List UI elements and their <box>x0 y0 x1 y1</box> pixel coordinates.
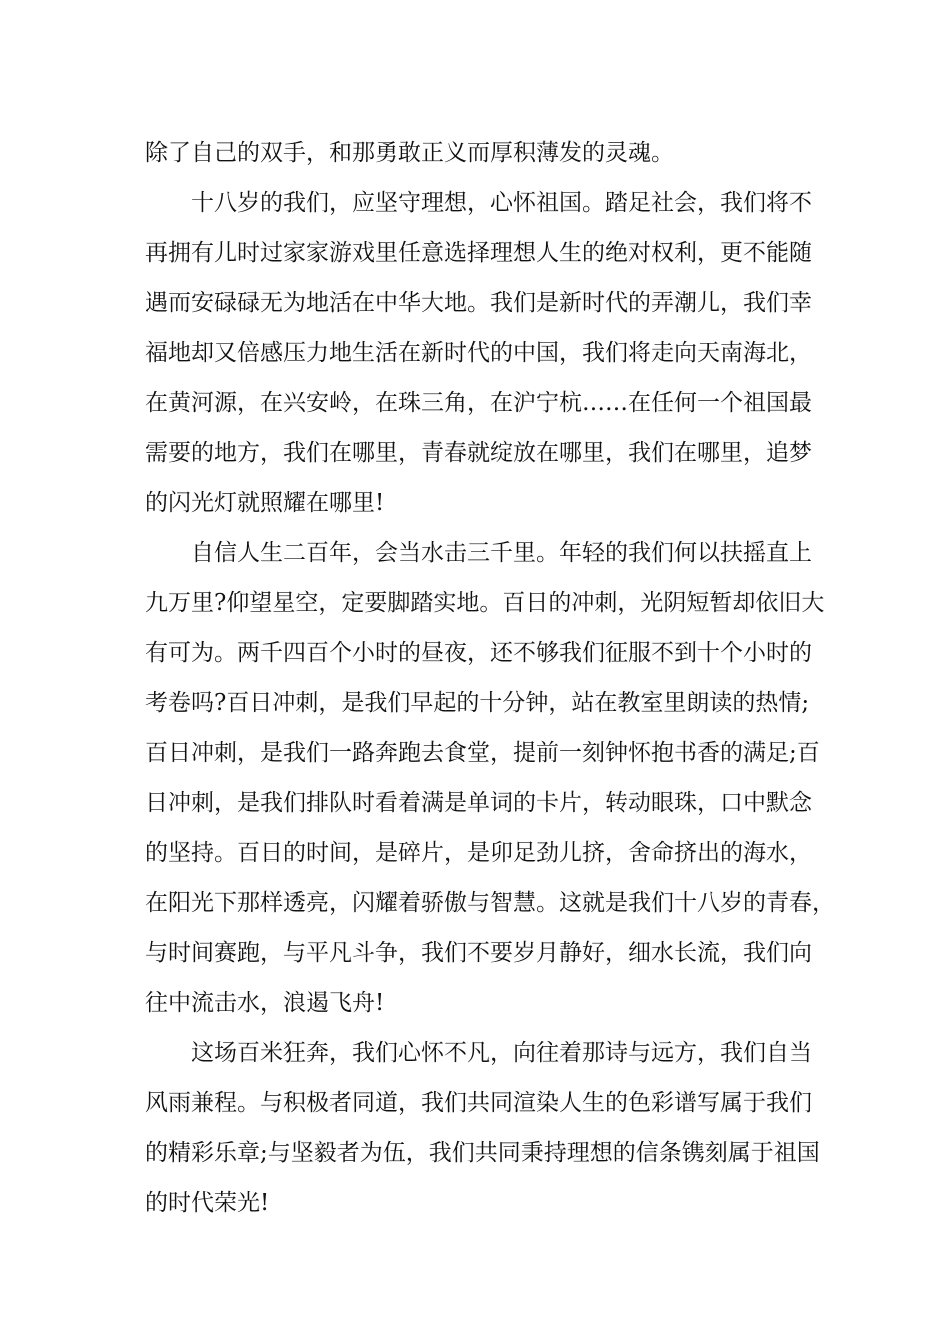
text-line: 再拥有儿时过家家游戏里任意选择理想人生的绝对权利，更不能随 <box>145 240 812 266</box>
text-line: 福地却又倍感压力地生活在新时代的中国，我们将走向天南海北， <box>145 340 812 366</box>
text-line: 的精彩乐章;与坚毅者为伍，我们共同秉持理想的信条镌刻属于祖国 <box>145 1140 820 1166</box>
text-line: 的坚持。百日的时间，是碎片，是卯足劲儿挤，舍命挤出的海水， <box>145 840 812 866</box>
paragraph-first-line: 这场百米狂奔，我们心怀不凡，向往着那诗与远方，我们自当 <box>191 1040 812 1066</box>
paragraph-first-line: 十八岁的我们，应坚守理想，心怀祖国。踏足社会，我们将不 <box>191 190 812 216</box>
text-line: 除了自己的双手，和那勇敢正义而厚积薄发的灵魂。 <box>145 140 674 166</box>
paragraph-first-line: 自信人生二百年，会当水击三千里。年轻的我们何以扶摇直上 <box>191 540 812 566</box>
text-line: 有可为。两千四百个小时的昼夜，还不够我们征服不到十个小时的 <box>145 640 812 666</box>
text-line: 遇而安碌碌无为地活在中华大地。我们是新时代的弄潮儿，我们幸 <box>145 290 812 316</box>
text-line: 的时代荣光! <box>145 1190 270 1216</box>
text-line: 在黄河源，在兴安岭，在珠三角，在沪宁杭……在任何一个祖国最 <box>145 390 812 416</box>
text-line: 的闪光灯就照耀在哪里! <box>145 490 385 516</box>
text-line: 往中流击水，浪遏飞舟! <box>145 990 385 1016</box>
document-body <box>145 128 835 1228</box>
text-line: 与时间赛跑，与平凡斗争，我们不要岁月静好，细水长流，我们向 <box>145 940 812 966</box>
text-line: 考卷吗?百日冲刺，是我们早起的十分钟，站在教室里朗读的热情; <box>145 690 810 716</box>
text-line: 风雨兼程。与积极者同道，我们共同渲染人生的色彩谱写属于我们 <box>145 1090 812 1116</box>
text-line: 在阳光下那样透亮，闪耀着骄傲与智慧。这就是我们十八岁的青春， <box>145 890 835 916</box>
text-line: 需要的地方，我们在哪里，青春就绽放在哪里，我们在哪里，追梦 <box>145 440 812 466</box>
text-line: 日冲刺，是我们排队时看着满是单词的卡片，转动眼珠，口中默念 <box>145 790 812 816</box>
text-line: 九万里?仰望星空，定要脚踏实地。百日的冲刺，光阴短暂却依旧大 <box>145 590 825 616</box>
text-line: 百日冲刺，是我们一路奔跑去食堂，提前一刻钟怀抱书香的满足;百 <box>145 740 820 766</box>
